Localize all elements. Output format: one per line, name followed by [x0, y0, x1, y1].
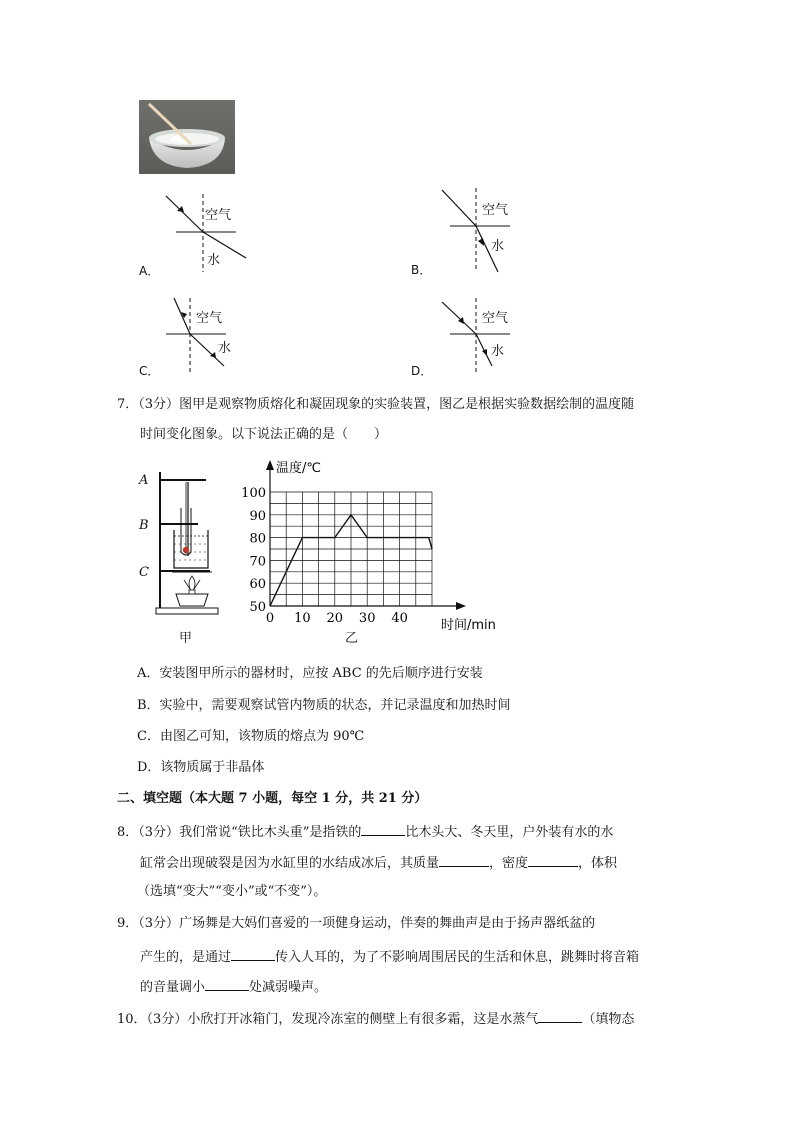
y-tick-label: 100: [241, 486, 266, 501]
chart-grid: [270, 492, 432, 606]
apparatus-diagram: [136, 468, 226, 628]
apparatus-label-c: C: [139, 565, 149, 580]
q7-choice-d: D．该物质属于非晶体: [137, 760, 265, 775]
q7-choice-a: A．安装图甲所示的器材时，应按 ABC 的先后顺序进行安装: [137, 666, 483, 681]
air-label-d: 空气: [482, 311, 509, 326]
q9-line2: 产生的，是通过 传入人耳的，为了不影响周围居民的生活和休息，跳舞时将音箱: [140, 950, 640, 965]
x-tick-label: 10: [294, 611, 311, 626]
q9-blank-2[interactable]: [205, 978, 249, 991]
apparatus-label-b: B: [139, 518, 149, 533]
section2-heading: 二、填空题（本大题 7 小题，每空 1 分，共 21 分）: [117, 791, 428, 806]
temperature-time-chart: [236, 454, 516, 654]
water-label-a: 水: [207, 253, 221, 268]
diagram-option-b: [432, 186, 532, 274]
option-letter-b: B．: [411, 263, 432, 277]
graph-caption: 乙: [345, 631, 359, 646]
x-tick-label: 40: [391, 611, 408, 626]
x-axis-arrow: [456, 602, 466, 610]
diagram-option-c: [160, 296, 260, 376]
option-letter-a: A．: [139, 264, 160, 278]
q7-choice-c: C．由图乙可知，该物质的熔点为 90℃: [137, 729, 365, 744]
y-tick-label: 50: [249, 600, 266, 615]
q10-line1: 10．（3分）小欣打开冰箱门，发现冷冻室的侧壁上有很多霜，这是水蒸气 （填物态: [117, 1012, 635, 1027]
q8-line2: 缸常会出现破裂是因为水缸里的水结成冰后，其质量 ，密度 ，体积: [140, 856, 618, 871]
water-label-c: 水: [218, 341, 232, 356]
water-label-d: 水: [491, 344, 505, 359]
y-tick-label: 80: [249, 531, 266, 547]
x-axis-label: 时间/min: [441, 618, 496, 633]
bowl-photo: [139, 100, 235, 174]
q7-stem-line1: 7．（3分）图甲是观察物质熔化和凝固现象的实验装置，图乙是根据实验数据绘制的温度随: [117, 397, 635, 412]
apparatus-label-a: A: [139, 473, 149, 488]
option-letter-d: D．: [411, 364, 433, 378]
q9-line3: 的音量调小 处减弱噪声。: [140, 980, 328, 995]
y-tick-label: 60: [249, 577, 266, 593]
air-label-a: 空气: [205, 208, 232, 223]
y-tick-label: 90: [249, 508, 266, 524]
option-letter-c: C．: [139, 364, 160, 378]
diagram-option-d: [432, 296, 532, 376]
air-label-c: 空气: [196, 311, 223, 326]
q10-blank-1[interactable]: [538, 1010, 582, 1023]
x-tick-label: 30: [358, 611, 376, 626]
water-label-b: 水: [491, 239, 505, 254]
q8-line1: 8．（3分）我们常说“铁比木头重”是指铁的 比木头大、冬天里，户外装有水的水: [117, 825, 614, 840]
air-label-b: 空气: [482, 203, 509, 218]
x-tick-label: 20: [326, 611, 344, 626]
x-tick-label: 0: [265, 611, 275, 626]
q8-blank-3[interactable]: [528, 854, 578, 867]
y-axis-label: 温度/℃: [276, 461, 321, 476]
apparatus-caption: 甲: [179, 631, 193, 646]
q9-line1: 9．（3分）广场舞是大妈们喜爱的一项健身运动，伴奏的舞曲声是由于扬声器纸盆的: [117, 916, 596, 931]
q7-choice-b: B．实验中，需要观察试管内物质的状态，并记录温度和加热时间: [137, 698, 511, 713]
q8-blank-1[interactable]: [361, 823, 405, 836]
y-axis-arrow: [266, 460, 274, 470]
y-tick-label: 70: [249, 554, 266, 570]
chart-ticks: [241, 486, 408, 626]
q9-blank-1[interactable]: [231, 948, 275, 961]
q7-stem-line2: 时间变化图象。以下说法正确的是（ ）: [140, 427, 388, 442]
q8-line3: （选填“变大”“变小”或“不变”）。: [137, 884, 327, 899]
q8-blank-2[interactable]: [439, 854, 489, 867]
